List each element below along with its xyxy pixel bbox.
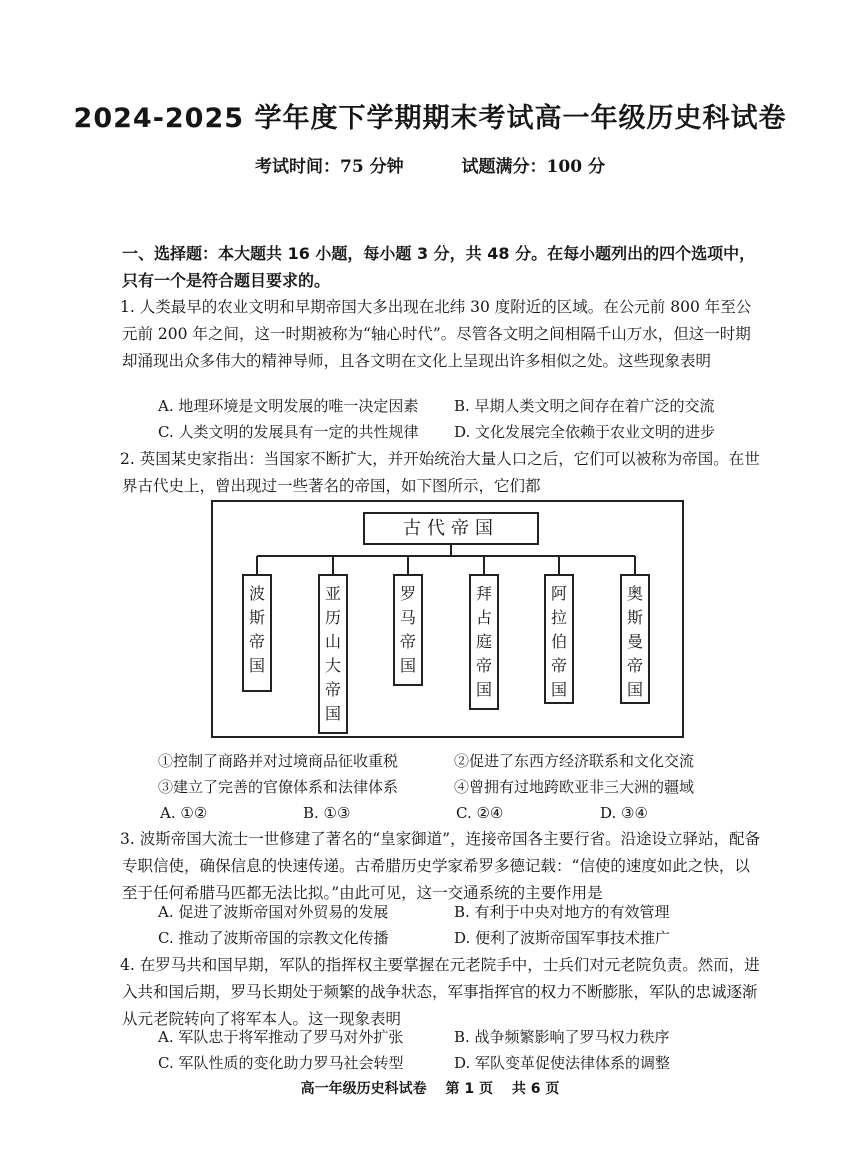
question-4-options [158, 1024, 778, 1078]
option-a[interactable]: A. 促进了波斯帝国对外贸易的发展 [158, 903, 389, 921]
exam-meta [0, 152, 860, 177]
empire-ottoman: 奥斯曼帝国 [620, 574, 650, 704]
exam-title: 2024-2025 学年度下学期期末考试高一年级历史科试卷 [73, 103, 787, 134]
empire-alexander: 亚历山大帝国 [318, 574, 348, 734]
option-d[interactable]: D. ③④ [600, 804, 648, 822]
exam-score: 试题满分：100 分 [461, 157, 605, 177]
question-1 [122, 294, 762, 375]
statement-4: ④曾拥有过地跨欧亚非三大洲的疆域 [454, 778, 695, 796]
question-2-stem: 2. 英国某史家指出：当国家不断扩大，并开始统治大量人口之后，它们可以被称为帝国。在世界古代史上，曾出现过一些著名的帝国，如下图所示，它们都 [120, 450, 760, 495]
question-4 [122, 952, 762, 1033]
footer-total: 共 6 页 [511, 1081, 560, 1097]
empire-persia: 波斯帝国 [242, 574, 272, 692]
question-1-stem: 1. 人类最早的农业文明和早期帝国大多出现在北纬 30 度附近的区域。在公元前 800 年至公元前 200 年之间，这一时期被称为“轴心时代”。尽管各文明之间相隔千山万水，但这一时期却涌现出众多伟大的精神导师，且各文明在文化上呈现出许多相似之处。这些现象表明 [120, 298, 752, 370]
option-a[interactable]: A. 军队忠于将军推动了罗马对外扩张 [158, 1028, 404, 1046]
statement-2: ②促进了东西方经济联系和文化交流 [454, 752, 695, 770]
footer-page: 第 1 页 [445, 1081, 493, 1097]
option-c[interactable]: C. 军队性质的变化助力罗马社会转型 [158, 1054, 404, 1072]
statement-1: ①控制了商路并对过境商品征收重税 [158, 752, 399, 770]
statement-3: ③建立了完善的官僚体系和法律体系 [158, 778, 399, 796]
option-b[interactable]: B. 早期人类文明之间存在着广泛的交流 [454, 397, 715, 415]
option-b[interactable]: B. 战争频繁影响了罗马权力秩序 [454, 1028, 670, 1046]
empire-diagram [211, 500, 684, 738]
page-footer [0, 1078, 860, 1098]
empire-rome: 罗马帝国 [393, 574, 423, 686]
question-3-stem: 3. 波斯帝国大流士一世修建了著名的“皇家御道”，连接帝国各主要行省。沿途设立驿站，配备专职信使，确保信息的快速传递。古希腊历史学家希罗多德记载：“信使的速度如此之快，以至于任何希腊马匹都无法比拟。”由此可见，这一交通系统的主要作用是 [120, 830, 761, 902]
question-2 [122, 446, 762, 500]
option-b[interactable]: B. ①③ [303, 804, 351, 822]
option-c[interactable]: C. 人类文明的发展具有一定的共性规律 [158, 423, 419, 441]
option-b[interactable]: B. 有利于中央对地方的有效管理 [454, 903, 670, 921]
option-a[interactable]: A. 地理环境是文明发展的唯一决定因素 [158, 397, 419, 415]
question-4-stem: 4. 在罗马共和国早期，军队的指挥权主要掌握在元老院手中，士兵们对元老院负责。然而，进入共和国后期，罗马长期处于频繁的战争状态，军事指挥官的权力不断膨胀，军队的忠诚逐渐从元老院转向了将军本人。这一现象表明 [120, 956, 760, 1028]
empire-arab: 阿拉伯帝国 [544, 574, 574, 704]
option-c[interactable]: C. ②④ [456, 804, 504, 822]
question-3 [122, 826, 762, 907]
option-d[interactable]: D. 文化发展完全依赖于农业文明的进步 [454, 423, 716, 441]
option-d[interactable]: D. 军队变革促使法律体系的调整 [454, 1054, 671, 1072]
option-d[interactable]: D. 便利了波斯帝国军事技术推广 [454, 929, 671, 947]
question-3-options [158, 899, 778, 953]
section-instructions: 一、选择题：本大题共 16 小题，每小题 3 分，共 48 分。在每小题列出的四个选项中，只有一个是符合题目要求的。 [122, 244, 756, 290]
option-c[interactable]: C. 推动了波斯帝国的宗教文化传播 [158, 929, 389, 947]
footer-subject: 高一年级历史科试卷 [300, 1081, 427, 1097]
question-1-options [158, 393, 778, 447]
option-a[interactable]: A. ①② [160, 804, 208, 822]
exam-time: 考试时间：75 分钟 [255, 157, 404, 177]
empire-byzantine: 拜占庭帝国 [469, 574, 499, 710]
question-2-statements [158, 748, 778, 828]
diagram-root: 古代帝国 [363, 512, 539, 545]
